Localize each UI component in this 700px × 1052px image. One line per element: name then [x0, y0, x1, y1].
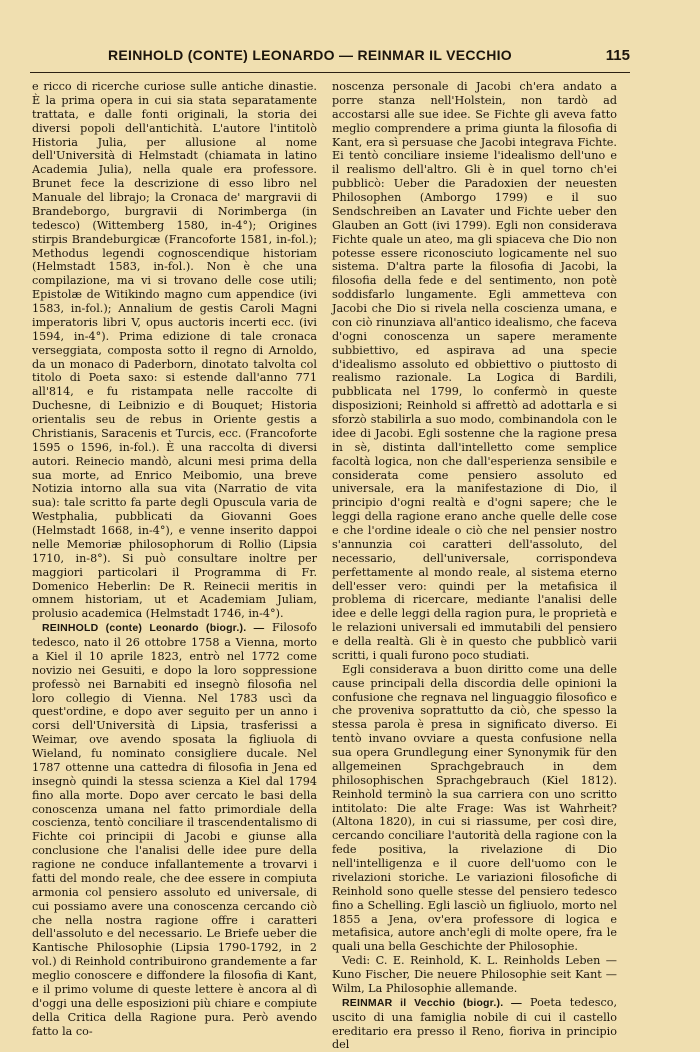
left-column	[32, 80, 317, 1038]
reinhold-entry	[32, 621, 317, 1038]
entry-headword-reinmar: REINMAR il Vecchio (biogr.). —	[342, 996, 522, 1009]
entry-headword: REINHOLD (conte) Leonardo (biogr.). —	[42, 622, 265, 635]
header-rule	[30, 72, 630, 73]
reinhold-second-paragraph: Egli considerava a buon diritto come una delle cause principali della discordia delle opinioni la confusione che regnava nel linguaggio filosofico e che proveniva soprattutto da ciò, che spesso la stessa parola è presa in significato diverso. Ei tentò invano ovviare a questa confusione nella sua opera Grundlegung einer Synonymik für den allgemeinen Sprachgebrauch in dem philosophischen Sprachgebrauch (Kiel 1812). Reinhold terminò la sua carriera con uno scritto intitolato: Die alte Frage: Was ist Wahrheit? (Altona 1820), in cui si riassume, per così dire, cercando conciliare l'autorità della ragione con la fede positiva, la rivelazione di Dio nell'intelligenza e il cuore dell'uomo con le rivelazioni storiche. Le variazioni filosofiche di Reinhold sono quelle stesse del pensiero tedesco fino a Schelling. Egli lasciò un figliuolo, morto nel 1855 a Jena, ov'era professore di logica e metafisica, autore anch'egli di molte opere, fra le quali una bella Geschichte der Philosophie.	[332, 662, 617, 954]
right-column	[332, 80, 617, 1052]
reinhold-continued-paragraph: noscenza personale di Jacobi ch'era andato a porre stanza nell'Holstein, non tardò ad accostarsi alle sue idee. Se Fichte gli aveva fatto meglio comprendere a prima giunta la filosofia di Kant, era sì persuase che Jacobi integrava Fichte. Ei tentò conciliare insieme l'idealismo dell'uno e il realismo dell'altro. Gli è in quel torno ch'ei pubblicò: Ueber die Paradoxien der neuesten Philosophen (Amborgo 1799) e il suo Sendschreiben an Lavater und Fichte ueber den Glauben an Gott (ivi 1799). Egli non considerava Fichte quale un ateo, ma gli spiaceva che Dio non potesse essere riconosciuto logicamente nel suo sistema. D'altra parte la filosofia di Jacobi, la filosofia della fede e del sentimento, non potè soddisfarlo lungamente. Egli ammetteva con Jacobi che Dio si rivela nella coscienza umana, e con ciò rinunziava all'antico idealismo, che faceva d'ogni conoscenza un sapere meramente subbiettivo, ed aspirava ad una specie d'idealismo assoluto ed obbiettivo o piuttosto di realismo razionale. La Logica di Bardili, pubblicata nel 1799, lo confermò in queste disposizioni; Reinhold si affrettò ad adottarla e si sforzò stabilirla a suo modo, combinandola con le idee di Jacobi. Egli sostenne che la ragione presa in sè, distinta dall'intelletto come semplice facoltà logica, non che dall'esperienza sensibile e considerata come pensiero assoluto ed universale, era la manifestazione di Dio, il principio d'ogni realtà e d'ogni sapere; che le leggi della ragione erano anche quelle delle cose e che l'ordine ideale o ciò che nel pensier nostro s'annunzia coi caratteri dell'assoluto, del necessario, dell'universale, corrispondeva perfettamente al mondo reale, al sistema eterno dell'esser vero: quindi per la metafisica il problema di ricercare, mediante l'analisi delle idee e delle leggi della ragion pura, le proprietà e le relazioni universali ed immutabili del pensiero e della realtà. Gli è in questo che pubblicò varii scritti, i quali furono poco studiati.	[332, 80, 617, 662]
reinecio-paragraph: e ricco di ricerche curiose sulle antiche dinastie. È la prima opera in cui sia stata separatamente trattata, e dalle fonti originali, la storia dei diversi popoli dell'antichità. L'autore l'intitolò Historia Julia, per allusione al nome dell'Università di Helmstadt (chiamata in latino Academia Julia), nella quale era professore. Brunet fece la descrizione di esso libro nel Manuale del librajo; la Cronaca de' margravii di Brandeborgo, burgravii di Norimberga (in tedesco) (Wittemberg 1580, in-4°); Origines stirpis Brandeburgicæ (Francoforte 1581, in-fol.); Methodus legendi cognoscendique historiam (Helmstadt 1583, in-fol.). Non è che una compilazione, ma vi si trovano delle cose utili; Epistolæ de Witikindo magno cum appendice (ivi 1583, in-fol.); Annalium de gestis Caroli Magni imperatoris libri V, opus auctoris incerti ecc. (ivi 1594, in-4°). Prima edizione di tale cronaca verseggiata, composta sotto il regno di Arnoldo, da un monaco di Paderborn, dinotato talvolta col titolo di Poeta saxo: si estende dall'anno 771 all'814, e fu ristampata nelle raccolte di Duchesne, di Leibnizio e di Bouquet; Historia orientalis seu de rebus in Oriente gestis a Christianis, Saracenis et Turcis, ecc. (Francoforte 1595 o 1596, in-fol.). È una raccolta di diversi autori. Reinecio mandò, alcuni mesi prima della sua morte, ad Enrico Meibomio, una breve Notizia intorno alla sua vita (Narratio de vita sua): tale scritto fa parte degli Opuscula varia de Westphalia, pubblicati da Giovanni Goes (Helmstadt 1668, in-4°), e venne inserito dappoi nelle Memoriæ philosophorum di Rollio (Lipsia 1710, in-8°). Si può consultare inoltre per maggiori particolari il Programma di Fr. Domenico Heberlin: De R. Reinecii meritis in omnem historiam, ut et Academiam Juliam, prolusio academica (Helmstadt 1746, in-4°).	[32, 80, 317, 621]
entry-text-reinmar: Poeta tedesco, uscito di una famiglia nobile di cui il castello ereditario era presso il Reno, fioriva in principio del	[332, 995, 617, 1052]
page-header	[30, 45, 630, 69]
reinmar-entry	[332, 996, 617, 1052]
see-also-references: Vedi: C. E. Reinhold, K. L. Reinholds Leben — Kuno Fischer, Die neuere Philosophie seit Kant — Wilm, La Philosophie allemande.	[332, 954, 617, 995]
page-number: 115	[605, 47, 630, 64]
entry-text: Filosofo tedesco, nato il 26 ottobre 1758 a Vienna, morto a Kiel il 10 aprile 1823, entrò nel 1772 come novizio nei Gesuiti, e dopo la loro soppressione professò nei Barnabiti ed insegnò filosofia nel loro collegio di Vienna. Nel 1783 uscì da quest'ordine, e dopo aver seguito per un anno i corsi dell'Università di Lipsia, trasferissi a Weimar, ove avendo sposata la figliuola di Wieland, fu nominato consigliere ducale. Nel 1787 ottenne una cattedra di filosofia in Jena ed insegnò quindi la stessa scienza a Kiel dal 1794 fino alla morte. Dopo aver cercato le basi della conoscenza umana nel fatto primordiale della coscienza, tentò conciliare il trascendentalismo di Fichte coi principii di Jacobi e giunse alla conclusione che l'analisi delle idee pure della ragione ne conduce infallantemente a trovarvi i fatti del mondo reale, che dee essere in compiuta armonia col pensiero assoluto ed universale, di cui possiamo avere una conoscenza cercando ciò che nella nostra ragione offre i caratteri dell'assoluto e del necessario. Le Briefe ueber die Kantische Philosophie (Lipsia 1790-1792, in 2 vol.) di Reinhold contribuirono grandemente a far meglio conoscere e diffondere la filosofia di Kant, e il primo volume di queste lettere è ancora al dì d'oggi una delle esposizioni più chiare e compiute della Critica della Ragione pura. Però avendo fatto la co-	[32, 621, 317, 1038]
running-title: REINHOLD (CONTE) LEONARDO — REINMAR IL VECCHIO	[108, 47, 512, 63]
